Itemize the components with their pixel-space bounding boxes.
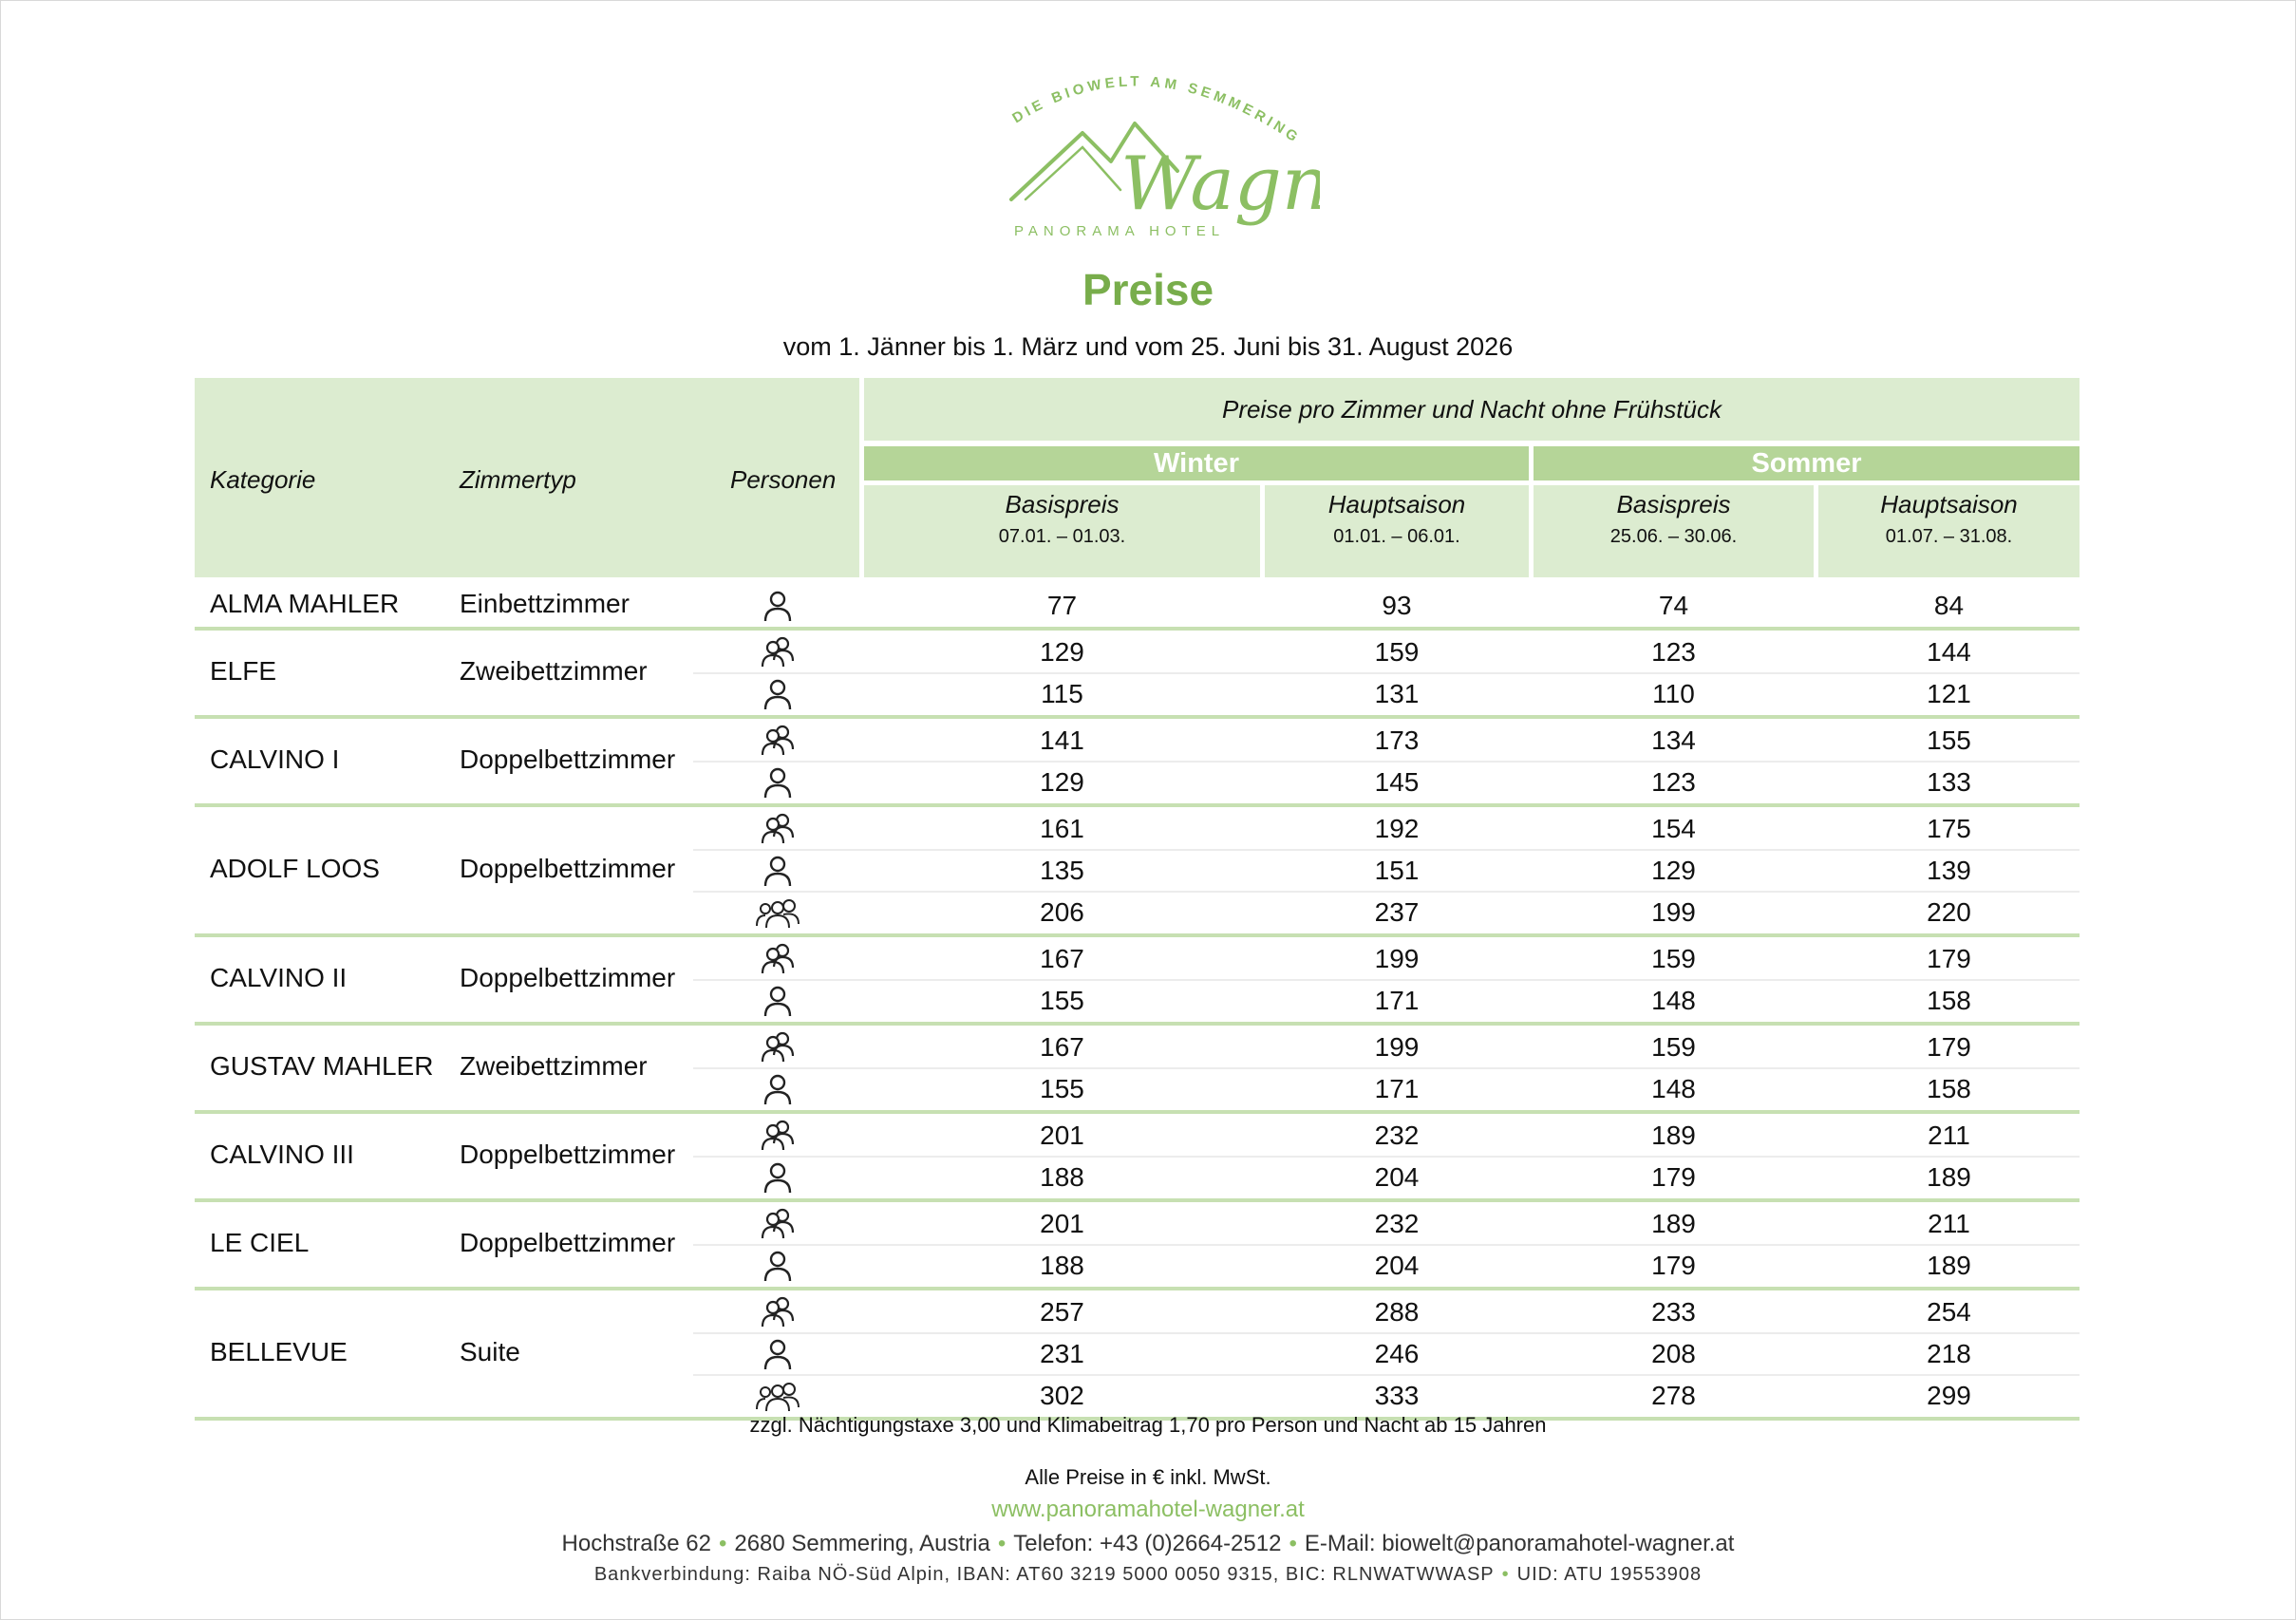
price-cell: 159 [1374,637,1420,667]
category-name: CALVINO II [210,963,348,992]
table-row [195,938,2080,980]
contact-line: Hochstraße 62 • 2680 Semmering, Austria • Telefon: +43 (0)2664-2512 • E-Mail: biowelt@panoramahotel-wagner.at [561,1531,1735,1556]
two-persons-icon [759,1119,797,1153]
logo-arc-text: DIE BIOWELT AM SEMMERING [1009,73,1304,148]
price-cell: 145 [1374,767,1420,797]
price-cell: 115 [1041,679,1083,708]
price-cell: 161 [1040,814,1084,843]
table-row [195,850,2080,892]
room-type: Doppelbettzimmer [460,1140,676,1169]
price-cell: 133 [1927,767,1971,797]
group-divider [195,803,2080,807]
person-icon [759,1072,797,1106]
price-cell: 179 [1651,1162,1696,1192]
price-cell: 220 [1927,897,1971,927]
room-type: Zweibettzimmer [460,1051,648,1081]
price-cell: 189 [1927,1251,1971,1280]
price-cell: 123 [1651,637,1696,667]
two-persons-icon [759,942,797,976]
price-cell: 333 [1374,1381,1420,1410]
category-name: ADOLF LOOS [210,854,380,883]
person-icon [759,677,797,711]
three-persons-icon [755,895,800,930]
room-type: Suite [460,1337,520,1366]
table-row [195,1203,2080,1245]
page-subtitle: vom 1. Jänner bis 1. März und vom 25. Juni bis 31. August 2026 [782,332,1514,361]
price-cell: 159 [1651,944,1696,973]
two-persons-icon [759,812,797,846]
group-divider [195,627,2080,631]
price-cell: 135 [1040,856,1084,885]
room-type: Doppelbettzimmer [460,963,676,992]
price-cell: 302 [1040,1381,1084,1410]
price-cell: 179 [1927,944,1971,973]
room-type: Doppelbettzimmer [460,744,676,774]
phone: Telefon: +43 (0)2664-2512 [1013,1531,1282,1556]
price-cell: 189 [1651,1209,1696,1238]
category-name: ELFE [210,656,277,686]
category-name: GUSTAV MAHLER [210,1051,434,1081]
person-icon [759,1160,797,1195]
price-cell: 171 [1374,1074,1420,1103]
header-category: Kategorie [210,465,316,494]
price-cell: 232 [1374,1209,1420,1238]
price-cell: 257 [1040,1297,1084,1327]
price-cell: 201 [1040,1209,1084,1238]
price-cell: 154 [1651,814,1696,843]
price-cell: 121 [1927,679,1971,708]
price-cell: 199 [1651,897,1696,927]
bank-details: Bankverbindung: Raiba NÖ-Süd Alpin, IBAN: AT60 3219 5000 0050 9315, BIC: RLNWATWWASP [593,1564,1495,1585]
table-row [195,585,2080,627]
person-icon [759,765,797,800]
price-cell: 199 [1374,944,1420,973]
price-cell: 278 [1651,1381,1696,1410]
price-cell: 189 [1651,1121,1696,1150]
price-cell: 93 [1382,591,1412,620]
price-cell: 171 [1374,986,1420,1015]
bank-line: Bankverbindung: Raiba NÖ-Süd Alpin, IBAN: AT60 3219 5000 0050 9315, BIC: RLNWATWWASP • UID: ATU 19553908 [593,1564,1703,1585]
price-cell: 134 [1651,725,1696,755]
price-cell: 237 [1374,897,1420,927]
price-cell: 131 [1374,679,1420,708]
price-cell: 179 [1651,1251,1696,1280]
price-cell: 155 [1040,986,1084,1015]
person-icon [759,984,797,1018]
price-cell: 189 [1927,1162,1971,1192]
price-cell: 158 [1927,1074,1971,1103]
email[interactable]: E-Mail: biowelt@panoramahotel-wagner.at [1304,1531,1735,1556]
price-cell: 175 [1927,814,1971,843]
price-note: Alle Preise in € inkl. MwSt. [1025,1465,1271,1489]
subcol-summer-base: Basispreis [1616,490,1731,518]
table-row [195,1157,2080,1198]
price-cell: 246 [1374,1339,1420,1368]
two-persons-icon [759,724,797,758]
price-cell: 139 [1927,856,1971,885]
group-divider [195,933,2080,937]
subcol-winter-base: Basispreis [1005,490,1120,518]
price-table [195,378,2080,1410]
room-type: Einbettzimmer [460,589,630,618]
price-cell: 159 [1651,1032,1696,1062]
price-cell: 218 [1927,1339,1971,1368]
price-cell: 129 [1651,856,1696,885]
three-persons-icon [755,1379,800,1413]
room-type: Doppelbettzimmer [460,854,676,883]
subcol-winter-peak: Hauptsaison [1327,490,1466,518]
price-cell: 77 [1046,591,1078,620]
table-row [195,720,2080,762]
table-row [195,1115,2080,1157]
category-name: BELLEVUE [210,1337,348,1366]
price-cell: 167 [1040,1032,1084,1062]
table-row [195,892,2080,933]
table-row [195,1027,2080,1068]
table-row [195,1245,2080,1287]
price-cell: 173 [1374,725,1420,755]
page-title: Preise [1082,265,1214,314]
subcol-winter-peak-dates: 01.01. – 06.01. [1333,526,1460,547]
price-cell: 148 [1651,986,1696,1015]
two-persons-icon [759,635,797,669]
two-persons-icon [759,1030,797,1064]
price-cell: 74 [1658,591,1689,620]
table-row [195,980,2080,1022]
price-cell: 155 [1040,1074,1084,1103]
person-icon [759,589,797,623]
hotel-logo [978,57,1320,247]
subcol-summer-peak-dates: 01.07. – 31.08. [1885,526,2013,547]
group-divider [195,1287,2080,1290]
price-cell: 158 [1927,986,1971,1015]
header-price-note: Preise pro Zimmer und Nacht ohne Frühstück [1222,395,1722,424]
price-cell: 254 [1927,1297,1971,1327]
two-persons-icon [759,1207,797,1241]
price-cell: 233 [1651,1297,1696,1327]
price-cell: 141 [1040,725,1084,755]
table-header [195,378,2080,577]
price-cell: 167 [1040,944,1084,973]
tax-note: zzgl. Nächtigungstaxe 3,00 und Klimabeitrag 1,70 pro Person und Nacht ab 15 Jahren [749,1413,1547,1437]
group-divider [195,1198,2080,1202]
price-cell: 155 [1927,725,1971,755]
price-cell: 129 [1040,767,1084,797]
table-row [195,1375,2080,1417]
season-winter: Winter [864,446,1529,480]
person-icon [759,1249,797,1283]
price-cell: 199 [1374,1032,1420,1062]
room-type: Zweibettzimmer [460,656,648,686]
price-cell: 201 [1040,1121,1084,1150]
group-divider [195,1110,2080,1114]
price-cell: 179 [1927,1032,1971,1062]
category-name: ALMA MAHLER [210,589,400,618]
price-cell: 123 [1651,767,1696,797]
price-cell: 288 [1374,1297,1420,1327]
uid: UID: ATU 19553908 [1516,1564,1703,1585]
group-divider [195,1022,2080,1026]
price-cell: 208 [1651,1339,1696,1368]
person-icon [759,1337,797,1371]
table-row [195,631,2080,673]
price-cell: 192 [1374,814,1420,843]
table-row [195,1291,2080,1333]
subcol-winter-base-dates: 07.01. – 01.03. [998,526,1126,547]
address: Hochstraße 62 [561,1531,711,1556]
price-cell: 211 [1928,1121,1970,1150]
group-divider [195,715,2080,719]
price-cell: 144 [1927,637,1971,667]
table-row [195,673,2080,715]
person-icon [759,854,797,888]
price-cell: 151 [1374,856,1420,885]
website-link[interactable]: www.panoramahotel-wagner.at [991,1497,1305,1522]
header-persons: Personen [730,465,837,494]
price-cell: 110 [1652,679,1695,708]
price-cell: 84 [1933,591,1965,620]
city: 2680 Semmering, Austria [734,1531,990,1556]
price-cell: 232 [1374,1121,1420,1150]
header-roomtype: Zimmertyp [460,465,576,494]
category-name: LE CIEL [210,1228,310,1257]
category-name: CALVINO I [210,744,340,774]
price-cell: 129 [1040,637,1084,667]
svg-text:DIE BIOWELT AM SEMMERING [1009,73,1304,147]
subcol-summer-base-dates: 25.06. – 30.06. [1609,526,1738,547]
table-row [195,808,2080,850]
price-cell: 188 [1040,1251,1084,1280]
price-cell: 148 [1651,1074,1696,1103]
price-cell: 204 [1374,1162,1420,1192]
category-name: CALVINO III [210,1140,354,1169]
season-summer: Sommer [1534,446,2080,480]
logo-bottom-text: PANORAMA HOTEL [1014,223,1226,239]
room-type: Doppelbettzimmer [460,1228,676,1257]
price-cell: 231 [1040,1339,1084,1368]
logo-name: Wag [1120,141,1282,227]
subcol-summer-peak: Hauptsaison [1880,490,2018,518]
price-cell: 188 [1040,1162,1084,1192]
table-row [195,1333,2080,1375]
price-cell: 211 [1928,1209,1970,1238]
price-cell: 204 [1374,1251,1420,1280]
price-cell: 299 [1927,1381,1971,1410]
two-persons-icon [759,1295,797,1329]
table-row [195,1068,2080,1110]
table-row [195,762,2080,803]
price-cell: 206 [1040,897,1084,927]
